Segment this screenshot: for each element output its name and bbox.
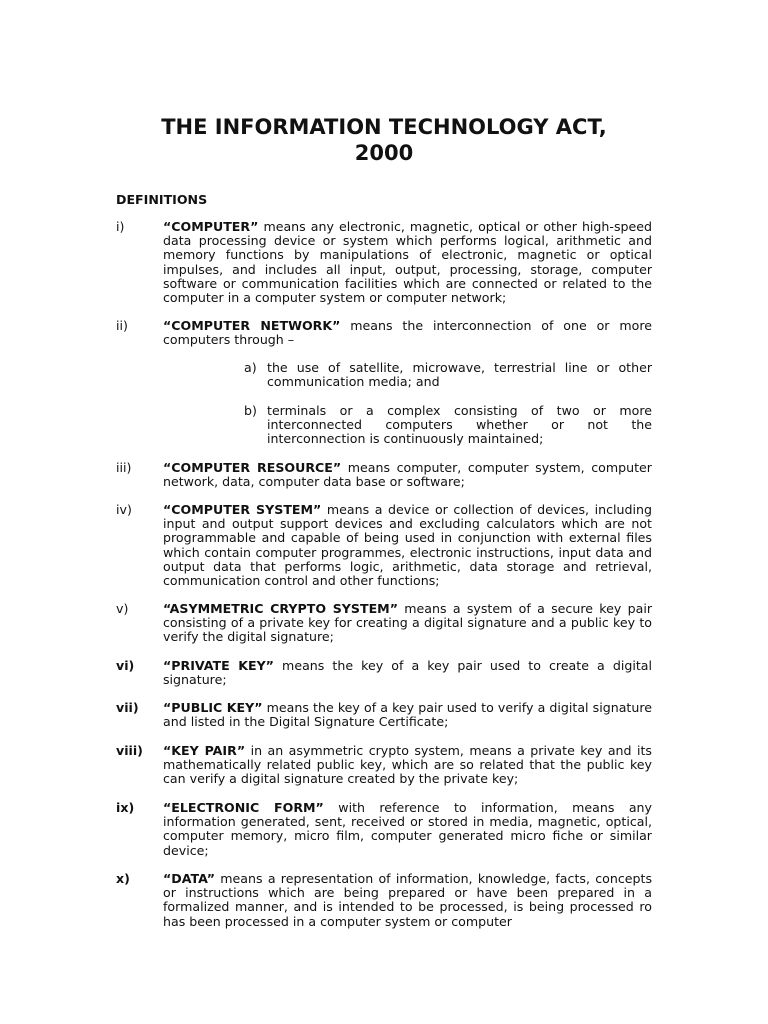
definition-item	[116, 701, 652, 729]
definition-text: in an asymmetric crypto system, means a private key and its mathematically related public key, which are so related that the public key can verify a digital signature created by the private key;	[163, 743, 652, 787]
definition-item	[116, 659, 652, 687]
definition-body	[163, 602, 652, 645]
definition-item	[116, 319, 652, 347]
definition-term: “COMPUTER NETWORK”	[163, 318, 341, 333]
definition-body	[163, 701, 652, 729]
definition-text: means the key of a key pair used to verify a digital signature and listed in the Digital Signature Certificate;	[163, 700, 652, 730]
definition-number: ii)	[116, 318, 128, 333]
definition-item	[116, 744, 652, 787]
definition-body	[163, 319, 652, 347]
definition-number: iii)	[116, 460, 132, 475]
definition-text: means the interconnection of one or more computers through –	[163, 318, 652, 348]
definition-item	[116, 220, 652, 305]
sub-item	[244, 404, 652, 447]
definition-term: “ASYMMETRIC CRYPTO SYSTEM”	[163, 601, 398, 616]
definition-text: means a system of a secure key pair consisting of a private key for creating a digital signature and a public key to verify the digital signature;	[163, 601, 652, 645]
sub-item-text: terminals or a complex consisting of two or more interconnected computers whether or not the interconnection is continuously maintained;	[267, 403, 652, 447]
definition-number: vi)	[116, 658, 135, 673]
definition-body	[163, 659, 652, 687]
definition-term: “COMPUTER SYSTEM”	[163, 502, 322, 517]
sub-item-text: the use of satellite, microwave, terrestrial line or other communication media; and	[267, 360, 652, 390]
definition-item	[116, 602, 652, 645]
definition-item	[116, 801, 652, 858]
definition-text: means computer, computer system, computer network, data, computer data base or software;	[163, 460, 652, 490]
title-line-2: 2000	[354, 141, 414, 165]
definition-text: means the key of a key pair used to create a digital signature;	[163, 658, 652, 688]
definition-item	[116, 461, 652, 489]
definition-body	[163, 461, 652, 489]
definition-number: vii)	[116, 700, 139, 715]
definition-term: “PUBLIC KEY”	[163, 700, 263, 715]
title-line-1: THE INFORMATION TECHNOLOGY ACT,	[161, 115, 607, 139]
definition-body	[163, 744, 652, 787]
definition-number: ix)	[116, 800, 135, 815]
definition-number: x)	[116, 871, 130, 886]
definition-text: means a representation of information, knowledge, facts, concepts or instructions which are being prepared or have been prepared in a formalized manner, and is intended to be processed, is being processed ro has been processed in a computer system or computer	[163, 871, 652, 929]
definition-body	[163, 503, 652, 588]
definition-number: i)	[116, 219, 125, 234]
definition-text: with reference to information, means any information generated, sent, received or stored in media, magnetic, optical, computer memory, micro film, computer generated micro fiche or similar device;	[163, 800, 652, 858]
definition-number: iv)	[116, 502, 132, 517]
definition-item	[116, 872, 652, 929]
definition-number: viii)	[116, 743, 143, 758]
definition-text: means any electronic, magnetic, optical or other high-speed data processing device or system which performs logical, arithmetic and memory functions by manipulations of electronic, magnetic or optical impulses, and includes all input, output, processing, storage, computer software or communication facilities which are connected or related to the computer in a computer system or computer network;	[163, 219, 652, 306]
definition-term: “ELECTRONIC FORM”	[163, 800, 324, 815]
sub-item	[244, 361, 652, 389]
section-heading: DEFINITIONS	[116, 192, 208, 207]
definition-number: v)	[116, 601, 129, 616]
document-title	[116, 114, 652, 166]
definition-body	[163, 220, 652, 305]
definition-item	[116, 503, 652, 588]
definition-body	[163, 872, 652, 929]
sub-item-label: b)	[244, 403, 257, 418]
definition-term: “COMPUTER”	[163, 219, 259, 234]
definition-term: “PRIVATE KEY”	[163, 658, 274, 673]
definition-body	[163, 801, 652, 858]
sub-item-label: a)	[244, 360, 257, 375]
definition-term: “KEY PAIR”	[163, 743, 246, 758]
definition-term: “COMPUTER RESOURCE”	[163, 460, 342, 475]
definition-text: means a device or collection of devices, including input and output support devices and excluding calculators which are not programmable and capable of being used in conjunction with external files which contain computer programmes, electronic instructions, input data and output data that performs logic, arithmetic, data storage and retrieval, communication control and other functions;	[163, 502, 652, 589]
definition-term: “DATA”	[163, 871, 215, 886]
